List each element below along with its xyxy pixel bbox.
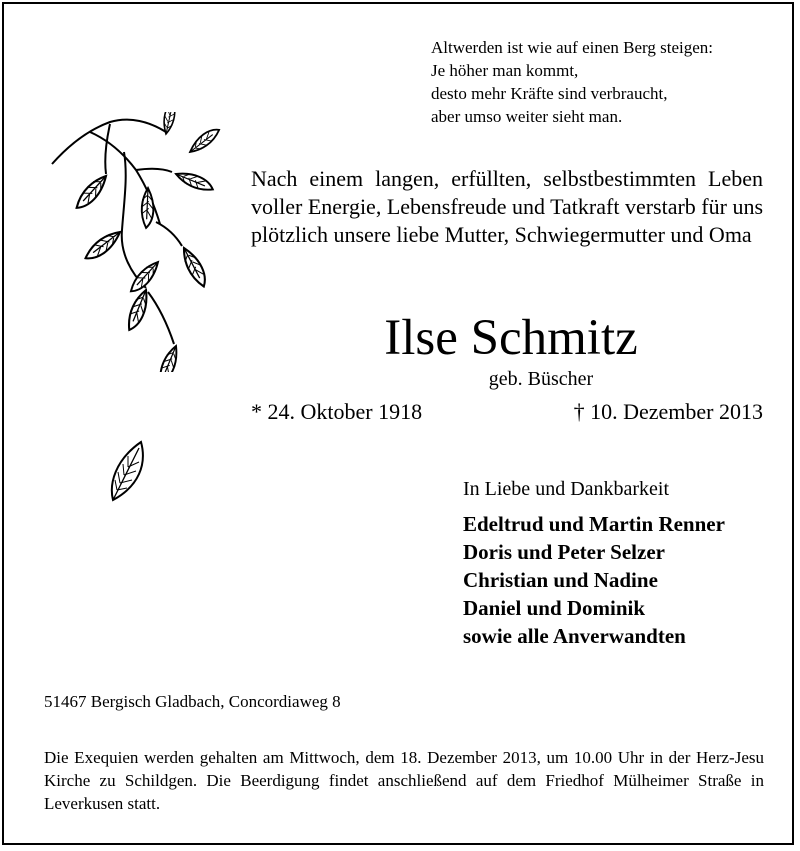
birth-date: * 24. Oktober 1918 bbox=[251, 399, 423, 424]
mourner-name: Doris und Peter Selzer bbox=[463, 540, 665, 564]
poem bbox=[431, 36, 781, 128]
poem-line: Je höher man kommt, bbox=[431, 61, 579, 80]
mourner-name: Daniel und Dominik bbox=[463, 596, 646, 620]
funeral-notice: Die Exequien werden gehalten am Mittwoch, dem 18. Dezember 2013, um 10.00 Uhr in der Herz-Jesu Kirche zu Schildgen. Die Beerdigung findet anschließend auf dem Friedhof Mülheimer Straße in Leverkusen statt. bbox=[44, 748, 764, 813]
death-date: † 10. Dezember 2013 bbox=[573, 399, 763, 424]
falling-leaf-icon bbox=[105, 438, 151, 504]
deceased-name: Ilse Schmitz bbox=[384, 310, 638, 366]
intro-text: Nach einem langen, erfüllten, selbstbestimmten Leben voller Energie, Lebensfreude und Tatkraft verstarb für uns plötzlich unsere liebe Mutter, Schwiegermutter und Oma bbox=[251, 166, 764, 247]
poem-line: desto mehr Kräfte sind verbraucht, bbox=[431, 84, 668, 103]
closing-line: In Liebe und Dankbarkeit bbox=[463, 478, 670, 500]
address: 51467 Bergisch Gladbach, Concordiaweg 8 bbox=[44, 692, 341, 711]
life-dates bbox=[251, 398, 763, 426]
mourner-name: sowie alle Anverwandten bbox=[463, 624, 686, 648]
poem-line: Altwerden ist wie auf einen Berg steigen: bbox=[431, 38, 713, 57]
mourner-name: Christian und Nadine bbox=[463, 568, 658, 592]
birch-branch-icon bbox=[50, 112, 230, 372]
mourners-list bbox=[463, 510, 725, 650]
birth-name: geb. Büscher bbox=[488, 368, 594, 390]
mourner-name: Edeltrud und Martin Renner bbox=[463, 512, 725, 536]
poem-line: aber umso weiter sieht man. bbox=[431, 107, 623, 126]
